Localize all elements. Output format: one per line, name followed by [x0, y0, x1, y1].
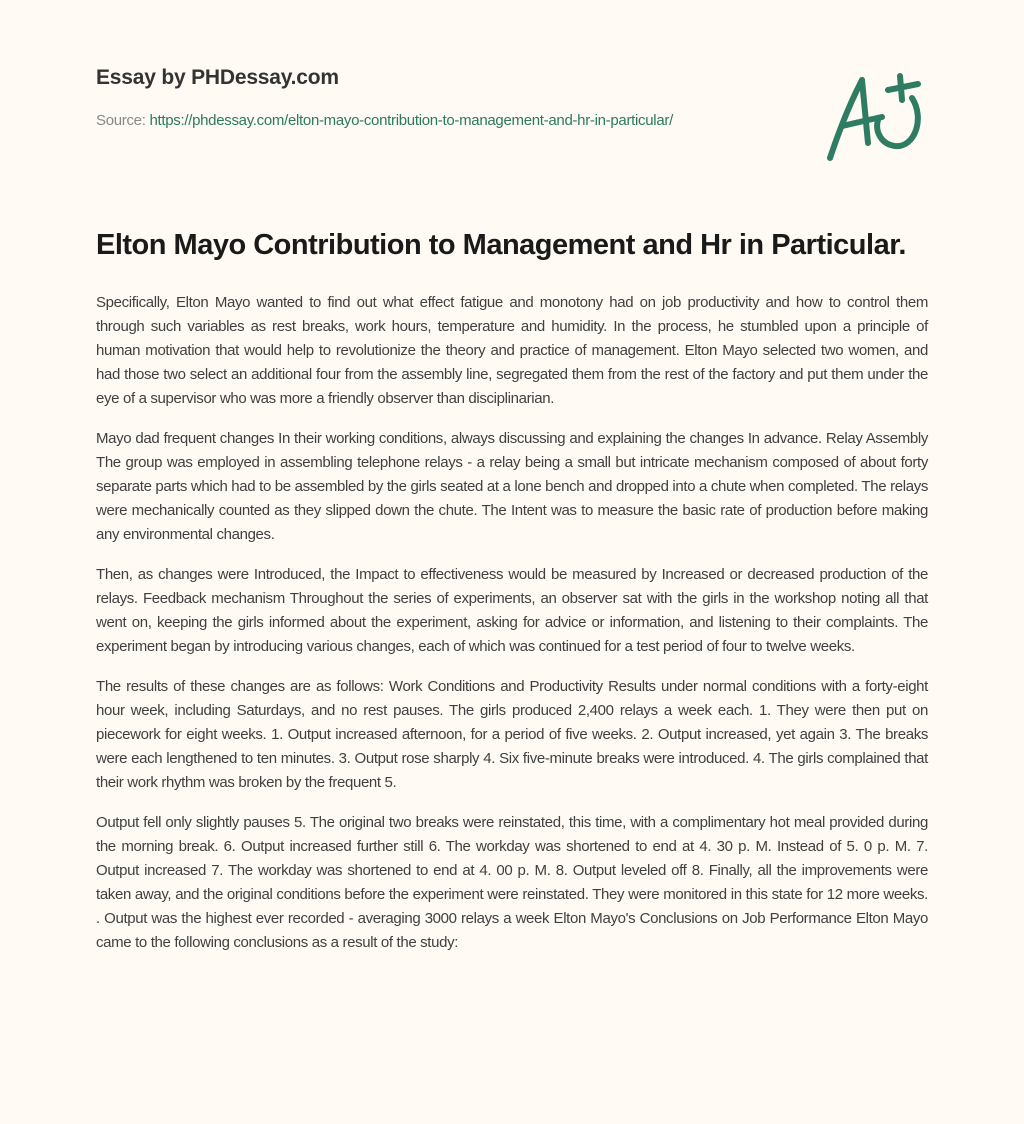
document-title: Elton Mayo Contribution to Management and Hr in Particular.	[96, 229, 906, 261]
paragraph-4: The results of these changes are as follows: Work Conditions and Productivity Results under normal conditions with a forty-eight hour week, including Saturdays, and no rest pauses. The girls produced 2,400 relays a week each. 1. They were then put on piecework for eight weeks. 1. Output increased afternoon, for a period of five weeks. 2. Output increased, yet again 3. The breaks were each lengthened to ten minutes. 3. Output rose sharply 4. Six five-minute breaks were introduced. 4. The girls complained that their work rhythm was broken by the frequent 5.	[96, 678, 928, 791]
source-label: Source:	[96, 112, 150, 129]
document-body	[96, 226, 928, 971]
page-header	[96, 64, 736, 133]
source-line	[96, 109, 736, 133]
paragraph-2: Mayo dad frequent changes In their working conditions, always discussing and explaining the changes In advance. Relay Assembly The group was employed in assembling telephone relays - a relay being a small but intricate mechanism composed of about forty separate parts which had to be assembled by the girls seated at a lone bench and dropped into a chute when completed. The relays were mechanically counted as they slipped down the chute. The Intent was to measure the basic rate of production before making any environmental changes.	[96, 430, 928, 543]
paragraph-1: Specifically, Elton Mayo wanted to find out what effect fatigue and monotony had on job productivity and how to control them through such variables as rest breaks, work hours, temperature and humidity. In the process, he stumbled upon a principle of human motivation that would help to revolutionize the theory and practice of management. Elton Mayo selected two women, and had those two select an additional four from the assembly line, segregated them from the rest of the factory and put them under the eye of a supervisor who was more a friendly observer than disciplinarian.	[96, 294, 928, 407]
a-plus-grade-icon	[820, 68, 930, 168]
source-link[interactable]: https://phdessay.com/elton-mayo-contribution-to-management-and-hr-in-particular/	[149, 112, 673, 129]
paragraph-3: Then, as changes were Introduced, the Impact to effectiveness would be measured by Increased or decreased production of the relays. Feedback mechanism Throughout the series of experiments, an observer sat with the girls in the workshop noting all that went on, keeping the girls informed about the experiment, asking for advice or information, and listening to their complaints. The experiment began by introducing various changes, each of which was continued for a test period of four to twelve weeks.	[96, 566, 928, 655]
site-title: Essay by PHDessay.com	[96, 66, 339, 89]
paragraph-5: Output fell only slightly pauses 5. The original two breaks were reinstated, this time, with a complimentary hot meal provided during the morning break. 6. Output increased further still 6. The workday was shortened to end at 4. 30 p. M. Instead of 5. 0 p. M. 7. Output increased 7. The workday was shortened to end at 4. 00 p. M. 8. Output leveled off 8. Finally, all the improvements were taken away, and the original conditions before the experiment were reinstated. They were monitored in this state for 12 more weeks. . Output was the highest ever recorded - averaging 3000 relays a week Elton Mayo's Conclusions on Job Performance Elton Mayo came to the following conclusions as a result of the study:	[96, 814, 928, 951]
